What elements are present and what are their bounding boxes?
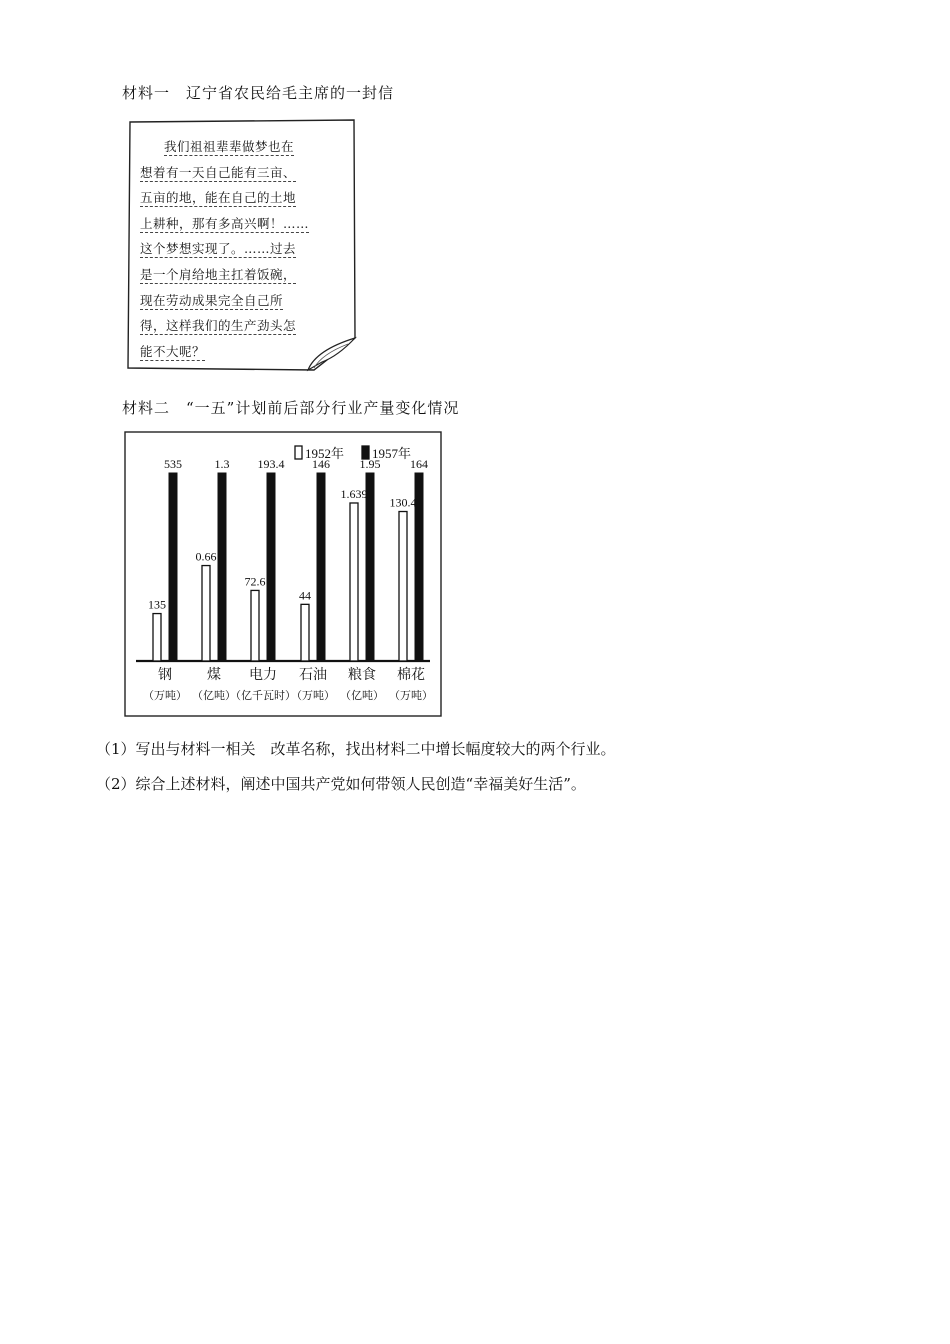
value-label-1957-5: 1.95 <box>359 457 381 471</box>
letter-line-text: 我们祖祖辈辈做梦也在 <box>164 139 295 154</box>
value-label-1952-5: 1.639 <box>340 486 368 501</box>
category-label-2: 煤 <box>207 668 221 683</box>
letter-line-text: 这个梦想实现了。……过去 <box>140 241 297 257</box>
value-label-1957-3: 193.4 <box>257 457 285 471</box>
material2-caption: 材料二 “一五”计划前后部分行业产量变化情况 <box>122 399 460 417</box>
legend-label-2: 1957年 <box>372 446 412 461</box>
value-label-1957-2: 1.3 <box>214 457 230 471</box>
letter-line <box>140 288 340 314</box>
production-bar-chart <box>124 431 442 717</box>
letter-line <box>140 160 340 186</box>
category-label-1: 钢 <box>158 668 172 683</box>
letter-line-text: 是一个肩给地主扛着饭碗， <box>140 266 297 282</box>
letter-image <box>122 118 362 373</box>
unit-label-1: （万吨） <box>143 690 187 702</box>
value-label-1952-1: 135 <box>148 597 166 612</box>
value-label-1957-1: 535 <box>164 457 182 471</box>
bar-1957-4 <box>317 473 325 661</box>
letter-line-text: 上耕种，那有多高兴啊！…… <box>140 215 310 231</box>
question-1: （1）写出与材料一相关 改革名称，找出材料二中增长幅度较大的两个行业。 <box>96 740 616 758</box>
letter-line-text: 能不大呢？ <box>140 343 206 359</box>
legend-swatch-1 <box>295 446 302 459</box>
question-2: （2）综合上述材料，阐述中国共产党如何带领人民创造“幸福美好生活”。 <box>96 775 586 793</box>
unit-label-4: （万吨） <box>291 690 335 702</box>
letter-line <box>140 313 340 339</box>
letter-line-text: 想着有一天自己能有三亩、 <box>140 164 297 180</box>
category-label-4: 石油 <box>299 668 327 683</box>
bar-1952-5 <box>350 503 358 661</box>
category-label-5: 粮食 <box>348 668 376 683</box>
bar-1952-3 <box>251 590 259 661</box>
bar-1952-2 <box>202 566 210 661</box>
letter-line <box>140 262 340 288</box>
letter-line <box>140 339 340 365</box>
value-label-1957-4: 146 <box>312 457 330 471</box>
letter-line-text: 现在劳动成果完全自己所 <box>140 292 284 308</box>
bar-1957-3 <box>267 473 275 661</box>
bar-1952-4 <box>301 604 309 661</box>
letter-text <box>140 134 340 364</box>
value-label-1957-6: 164 <box>410 457 428 471</box>
unit-label-3: （亿千瓦时） <box>230 690 296 702</box>
letter-line <box>140 185 340 211</box>
value-label-1952-2: 0.66 <box>195 549 217 564</box>
bar-1952-1 <box>153 614 161 661</box>
value-label-1952-3: 72.6 <box>244 574 266 589</box>
bar-1957-5 <box>366 473 374 661</box>
value-label-1952-6: 130.4 <box>389 495 417 510</box>
category-label-3: 电力 <box>249 668 277 683</box>
letter-line-text: 得，这样我们的生产劲头怎 <box>140 318 297 334</box>
value-label-1952-4: 44 <box>299 588 311 603</box>
material1-caption: 材料一 辽宁省农民给毛主席的一封信 <box>122 84 395 102</box>
letter-line-text: 五亩的地，能在自己的土地 <box>140 190 297 206</box>
unit-label-5: （亿吨） <box>340 690 384 702</box>
unit-label-6: （万吨） <box>389 690 433 702</box>
letter-line <box>140 211 340 237</box>
letter-line <box>140 134 340 160</box>
bar-1957-2 <box>218 473 226 661</box>
bar-1952-6 <box>399 512 407 661</box>
bar-1957-1 <box>169 473 177 661</box>
category-label-6: 棉花 <box>397 668 425 683</box>
letter-line <box>140 236 340 262</box>
legend-label-1: 1952年 <box>305 446 345 461</box>
unit-label-2: （亿吨） <box>192 690 236 702</box>
